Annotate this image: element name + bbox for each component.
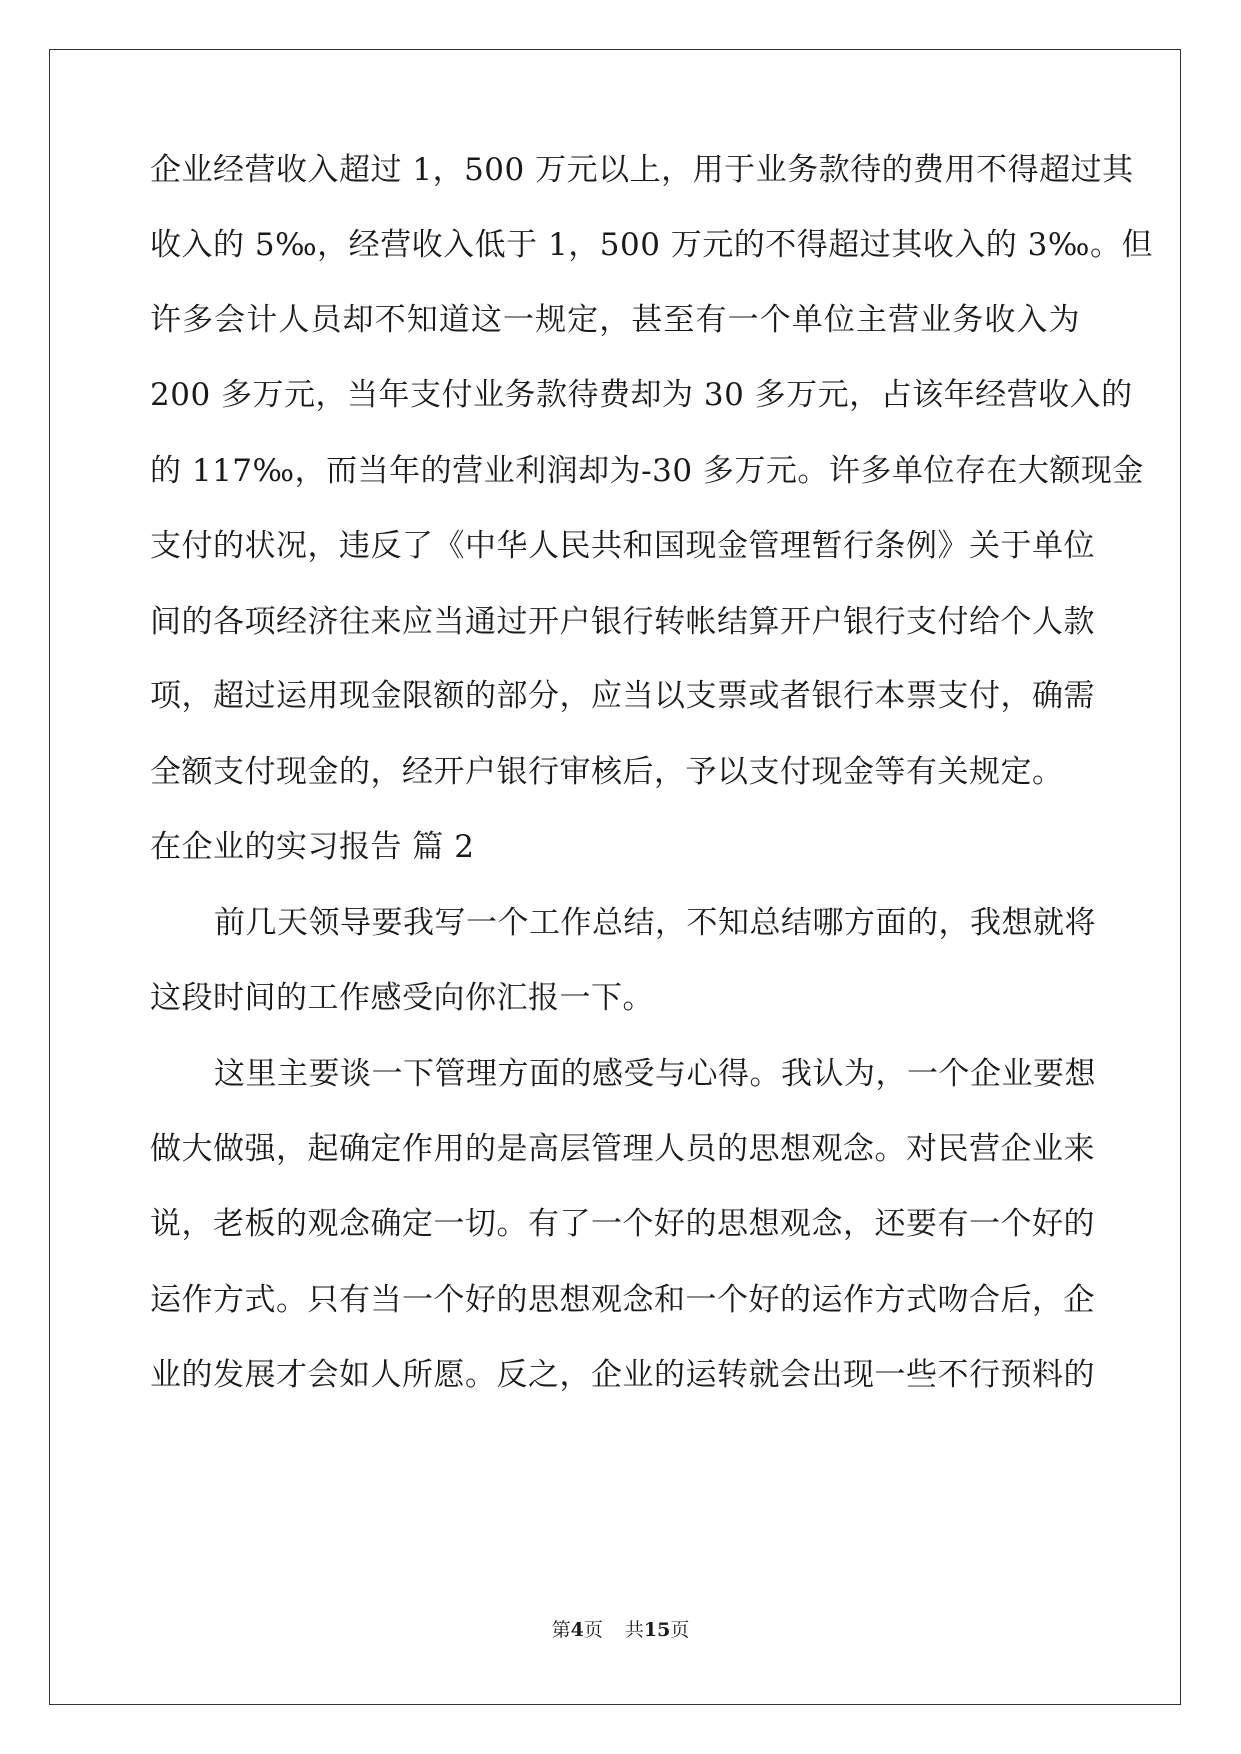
body-line: 这里主要谈一下管理方面的感受与心得。我认为，一个企业要想 (214, 1056, 1096, 1092)
body-line-last: 这段时间的工作感受向你汇报一下。 (150, 980, 654, 1016)
current-page-number: 4 (570, 1619, 584, 1641)
body-line: 前几天领导要我写一个工作总结，不知总结哪方面的，我想就将 (214, 905, 1096, 941)
body-line: 做大做强，起确定作用的是高层管理人员的思想观念。对民营企业来 (150, 1131, 1095, 1167)
page-footer (0, 1618, 1241, 1642)
body-line: 许多会计人员却不知道这一规定，甚至有一个单位主营业务收入为 (150, 302, 1080, 338)
section-heading: 在企业的实习报告 篇 2 (150, 829, 475, 865)
total-pages-label: 共15页 (624, 1619, 690, 1641)
body-line: 200 多万元，当年支付业务款待费却为 30 多万元，占该年经营收入的 (150, 377, 1133, 413)
page-number-label: 第4页 (551, 1619, 603, 1641)
body-line: 项，超过运用现金限额的部分，应当以支票或者银行本票支付，确需 (150, 678, 1095, 714)
body-line: 支付的状况，违反了《中华人民共和国现金管理暂行条例》关于单位 (150, 528, 1095, 564)
body-line-last: 全额支付现金的，经开户银行审核后，予以支付现金等有关规定。 (150, 754, 1064, 790)
page-border (49, 49, 1181, 1705)
body-line: 运作方式。只有当一个好的思想观念和一个好的运作方式吻合后，企 (150, 1282, 1095, 1318)
body-line: 业的发展才会如人所愿。反之，企业的运转就会出现一些不行预料的 (150, 1357, 1095, 1393)
body-line: 的 117‰，而当年的营业利润却为-30 多万元。许多单位存在大额现金 (150, 453, 1144, 489)
body-line: 间的各项经济往来应当通过开户银行转帐结算开户银行支付给个人款 (150, 604, 1095, 640)
body-line: 企业经营收入超过 1，500 万元以上，用于业务款待的费用不得超过其 (150, 152, 1134, 188)
body-line: 说，老板的观念确定一切。有了一个好的思想观念，还要有一个好的 (150, 1206, 1095, 1242)
body-line: 收入的 5‰，经营收入低于 1，500 万元的不得超过其收入的 3‰。但 (150, 227, 1153, 263)
total-page-number: 15 (643, 1619, 671, 1641)
